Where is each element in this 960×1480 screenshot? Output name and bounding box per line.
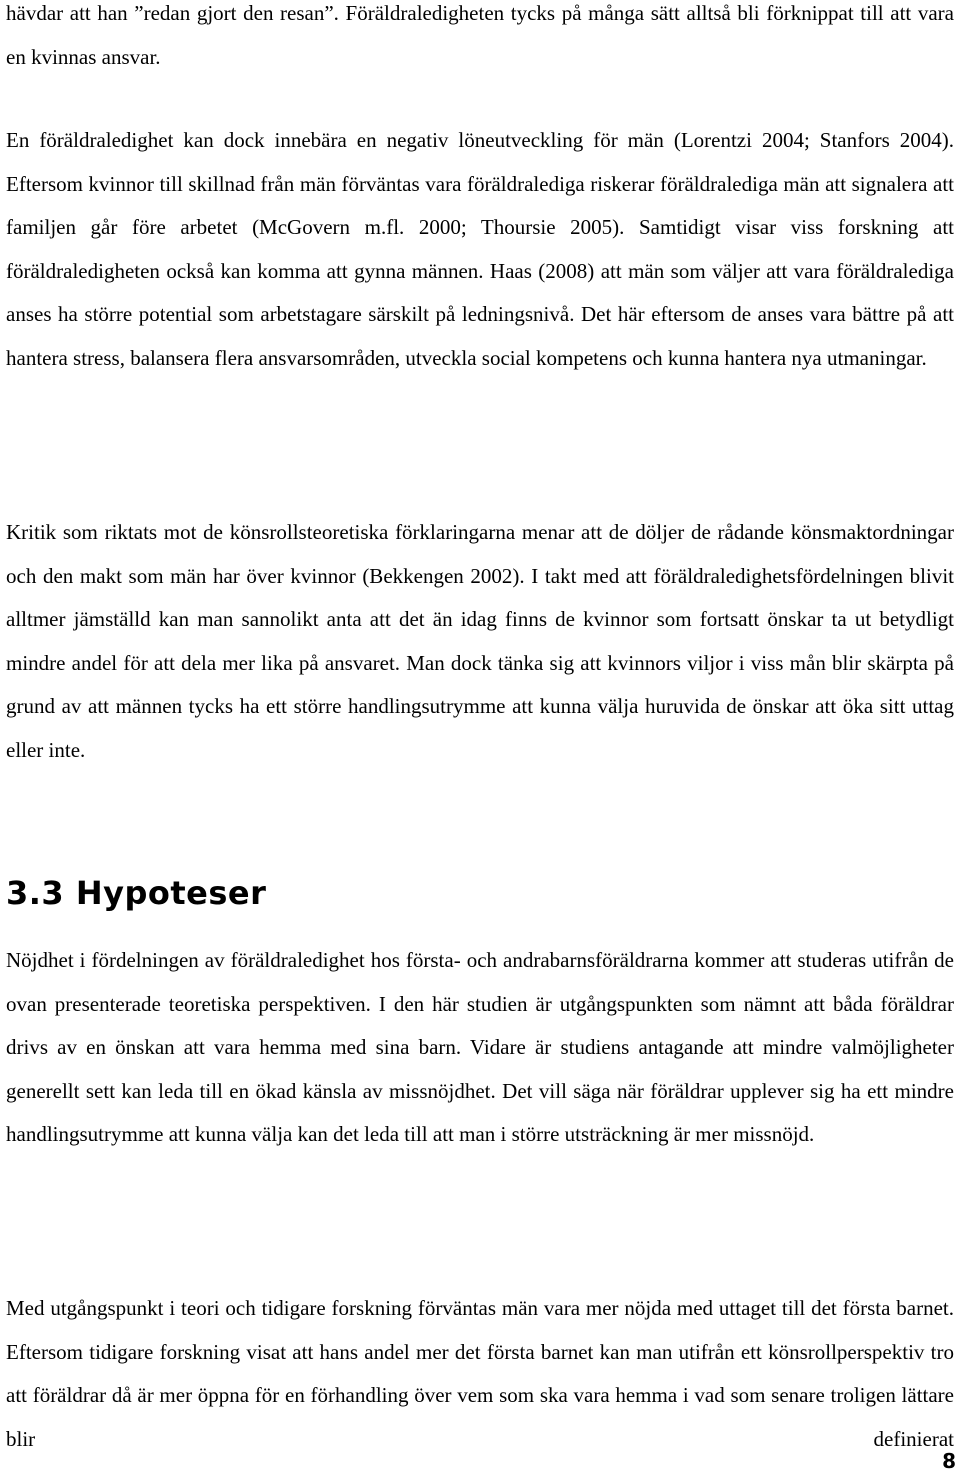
paragraph-criticism-gender-role-theory: Kritik som riktats mot de könsrollsteoretiska förklaringarna menar att de döljer de rådande könsmaktordningar och den makt som män har över kvinnor (Bekkengen 2002). I takt med att föräldraledighetsfördelningen blivit alltmer jämställd kan man sannolikt anta att det än idag finns de kvinnor som fortsatt önskar ta ut betydligt mindre andel för att dela mer lika på ansvaret. Man dock tänka sig att kvinnors viljor i viss mån blir skärpta på grund av att männen tycks ha ett större handlingsutrymme att kunna välja huruvida de önskar att öka sitt uttag eller inte. [6,520,954,762]
paragraph-negative-wage-development: En föräldraledighet kan dock innebära en negativ löneutveckling för män (Lorentzi 2004; Stanfors 2004). Eftersom kvinnor till skillnad från män förväntas vara föräldralediga riskerar föräldralediga män att signalera att familjen går före arbetet (McGovern m.fl. 2000; Thoursie 2005). Samtidigt visar viss forskning att föräldraledigheten också kan komma att gynna männen. Haas (2008) att män som väljer att vara föräldralediga anses ha större potential som arbetstagare särskilt på ledningsnivå. Det här eftersom de anses vara bättre på att hantera stress, balansera flera ansvarsområden, utveckla social kompetens och kunna hantera nya utmaningar. [6,128,954,370]
section-heading-hypotheses: 3.3 Hypoteser [6,874,267,912]
paragraph-hypotheses-expectation: Med utgångspunkt i teori och tidigare forskning förväntas män vara mer nöjda med uttaget till det första barnet. Eftersom tidigare forskning visat att hans andel mer det första barnet kan man utifrån ett könsrollperspektiv tro att föräldrar då är mer öppna för en förhandling över vem som ska vara hemma i vad som senare troligen lättare blir definierat [6,1296,954,1451]
paragraph-hypotheses-intro: Nöjdhet i fördelningen av föräldraledighet hos första- och andrabarnsföräldrarna kommer att studeras utifrån de ovan presenterade teoretiska perspektiven. I den här studien är utgångspunkten som nämnt att båda föräldrar drivs av en önskan att vara hemma med sina barn. Vidare är studiens antagande att mindre valmöjligheter generellt sett kan leda till en ökad känsla av missnöjdhet. Det vill säga när föräldrar upplever sig ha ett mindre handlingsutrymme att kunna välja kan det leda till att man i större utsträckning är mer missnöjd. [6,948,954,1146]
page-number: 8 [942,1449,956,1473]
paragraph-intro-continuation: hävdar att han ”redan gjort den resan”. Föräldraledigheten tycks på många sätt alltså bli förknippat till att vara en kvinnas ansvar. [6,1,954,69]
